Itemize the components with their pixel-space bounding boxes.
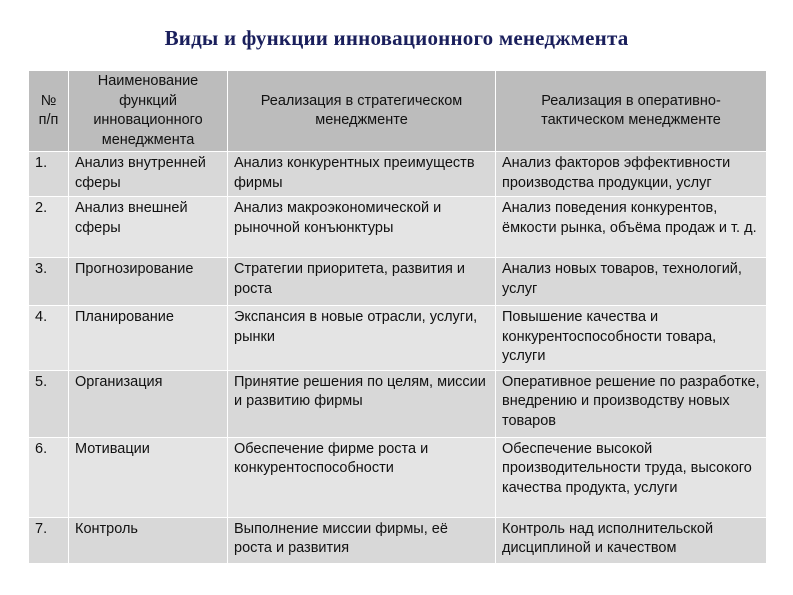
table-row (29, 437, 767, 517)
row-number: 7. (29, 517, 69, 563)
operational-cell: Анализ новых товаров, технологий, услуг (496, 258, 767, 306)
strategic-cell: Стратегии приоритета, развития и роста (228, 258, 496, 306)
row-number: 6. (29, 437, 69, 517)
row-number: 3. (29, 258, 69, 306)
header-function-name: Наименование функций инновационного менеджмента (69, 71, 228, 152)
page-title: Виды и функции инновационного менеджмента (164, 26, 629, 50)
function-name-cell: Анализ внутренней сферы (69, 152, 228, 197)
row-number: 2. (29, 197, 69, 258)
strategic-cell: Обеспечение фирме роста и конкурентоспособности (228, 437, 496, 517)
operational-cell: Обеспечение высокой производительности труда, высокого качества продукта, услуги (496, 437, 767, 517)
function-name-cell: Мотивации (69, 437, 228, 517)
table-row (29, 197, 767, 258)
strategic-cell: Принятие решения по целям, миссии и развитию фирмы (228, 370, 496, 437)
function-name-cell: Организация (69, 370, 228, 437)
table-row (29, 258, 767, 306)
row-number: 4. (29, 306, 69, 371)
table-row (29, 152, 767, 197)
table-row (29, 517, 767, 563)
strategic-cell: Анализ макроэкономической и рыночной конъюнктуры (228, 197, 496, 258)
operational-cell: Анализ поведения конкурентов, ёмкости рынка, объёма продаж и т. д. (496, 197, 767, 258)
operational-cell: Контроль над исполнительской дисциплиной и качеством (496, 517, 767, 563)
function-name-cell: Планирование (69, 306, 228, 371)
strategic-cell: Анализ конкурентных преимуществ фирмы (228, 152, 496, 197)
operational-cell: Анализ факторов эффективности производства продукции, услуг (496, 152, 767, 197)
function-name-cell: Анализ внешней сферы (69, 197, 228, 258)
function-name-cell: Прогнозирование (69, 258, 228, 306)
header-operational: Реализация в оперативно-тактическом менеджменте (496, 71, 767, 152)
row-number: 1. (29, 152, 69, 197)
row-number: 5. (29, 370, 69, 437)
table-row (29, 370, 767, 437)
header-strategic: Реализация в стратегическом менеджменте (228, 71, 496, 152)
operational-cell: Оперативное решение по разработке, внедрению и производству новых товаров (496, 370, 767, 437)
strategic-cell: Экспансия в новые отрасли, услуги, рынки (228, 306, 496, 371)
table-row (29, 306, 767, 371)
functions-table (28, 70, 767, 564)
operational-cell: Повышение качества и конкурентоспособности товара, услуги (496, 306, 767, 371)
strategic-cell: Выполнение миссии фирмы, её роста и развития (228, 517, 496, 563)
table-header-row (29, 71, 767, 152)
function-name-cell: Контроль (69, 517, 228, 563)
header-number: № п/п (29, 71, 69, 152)
